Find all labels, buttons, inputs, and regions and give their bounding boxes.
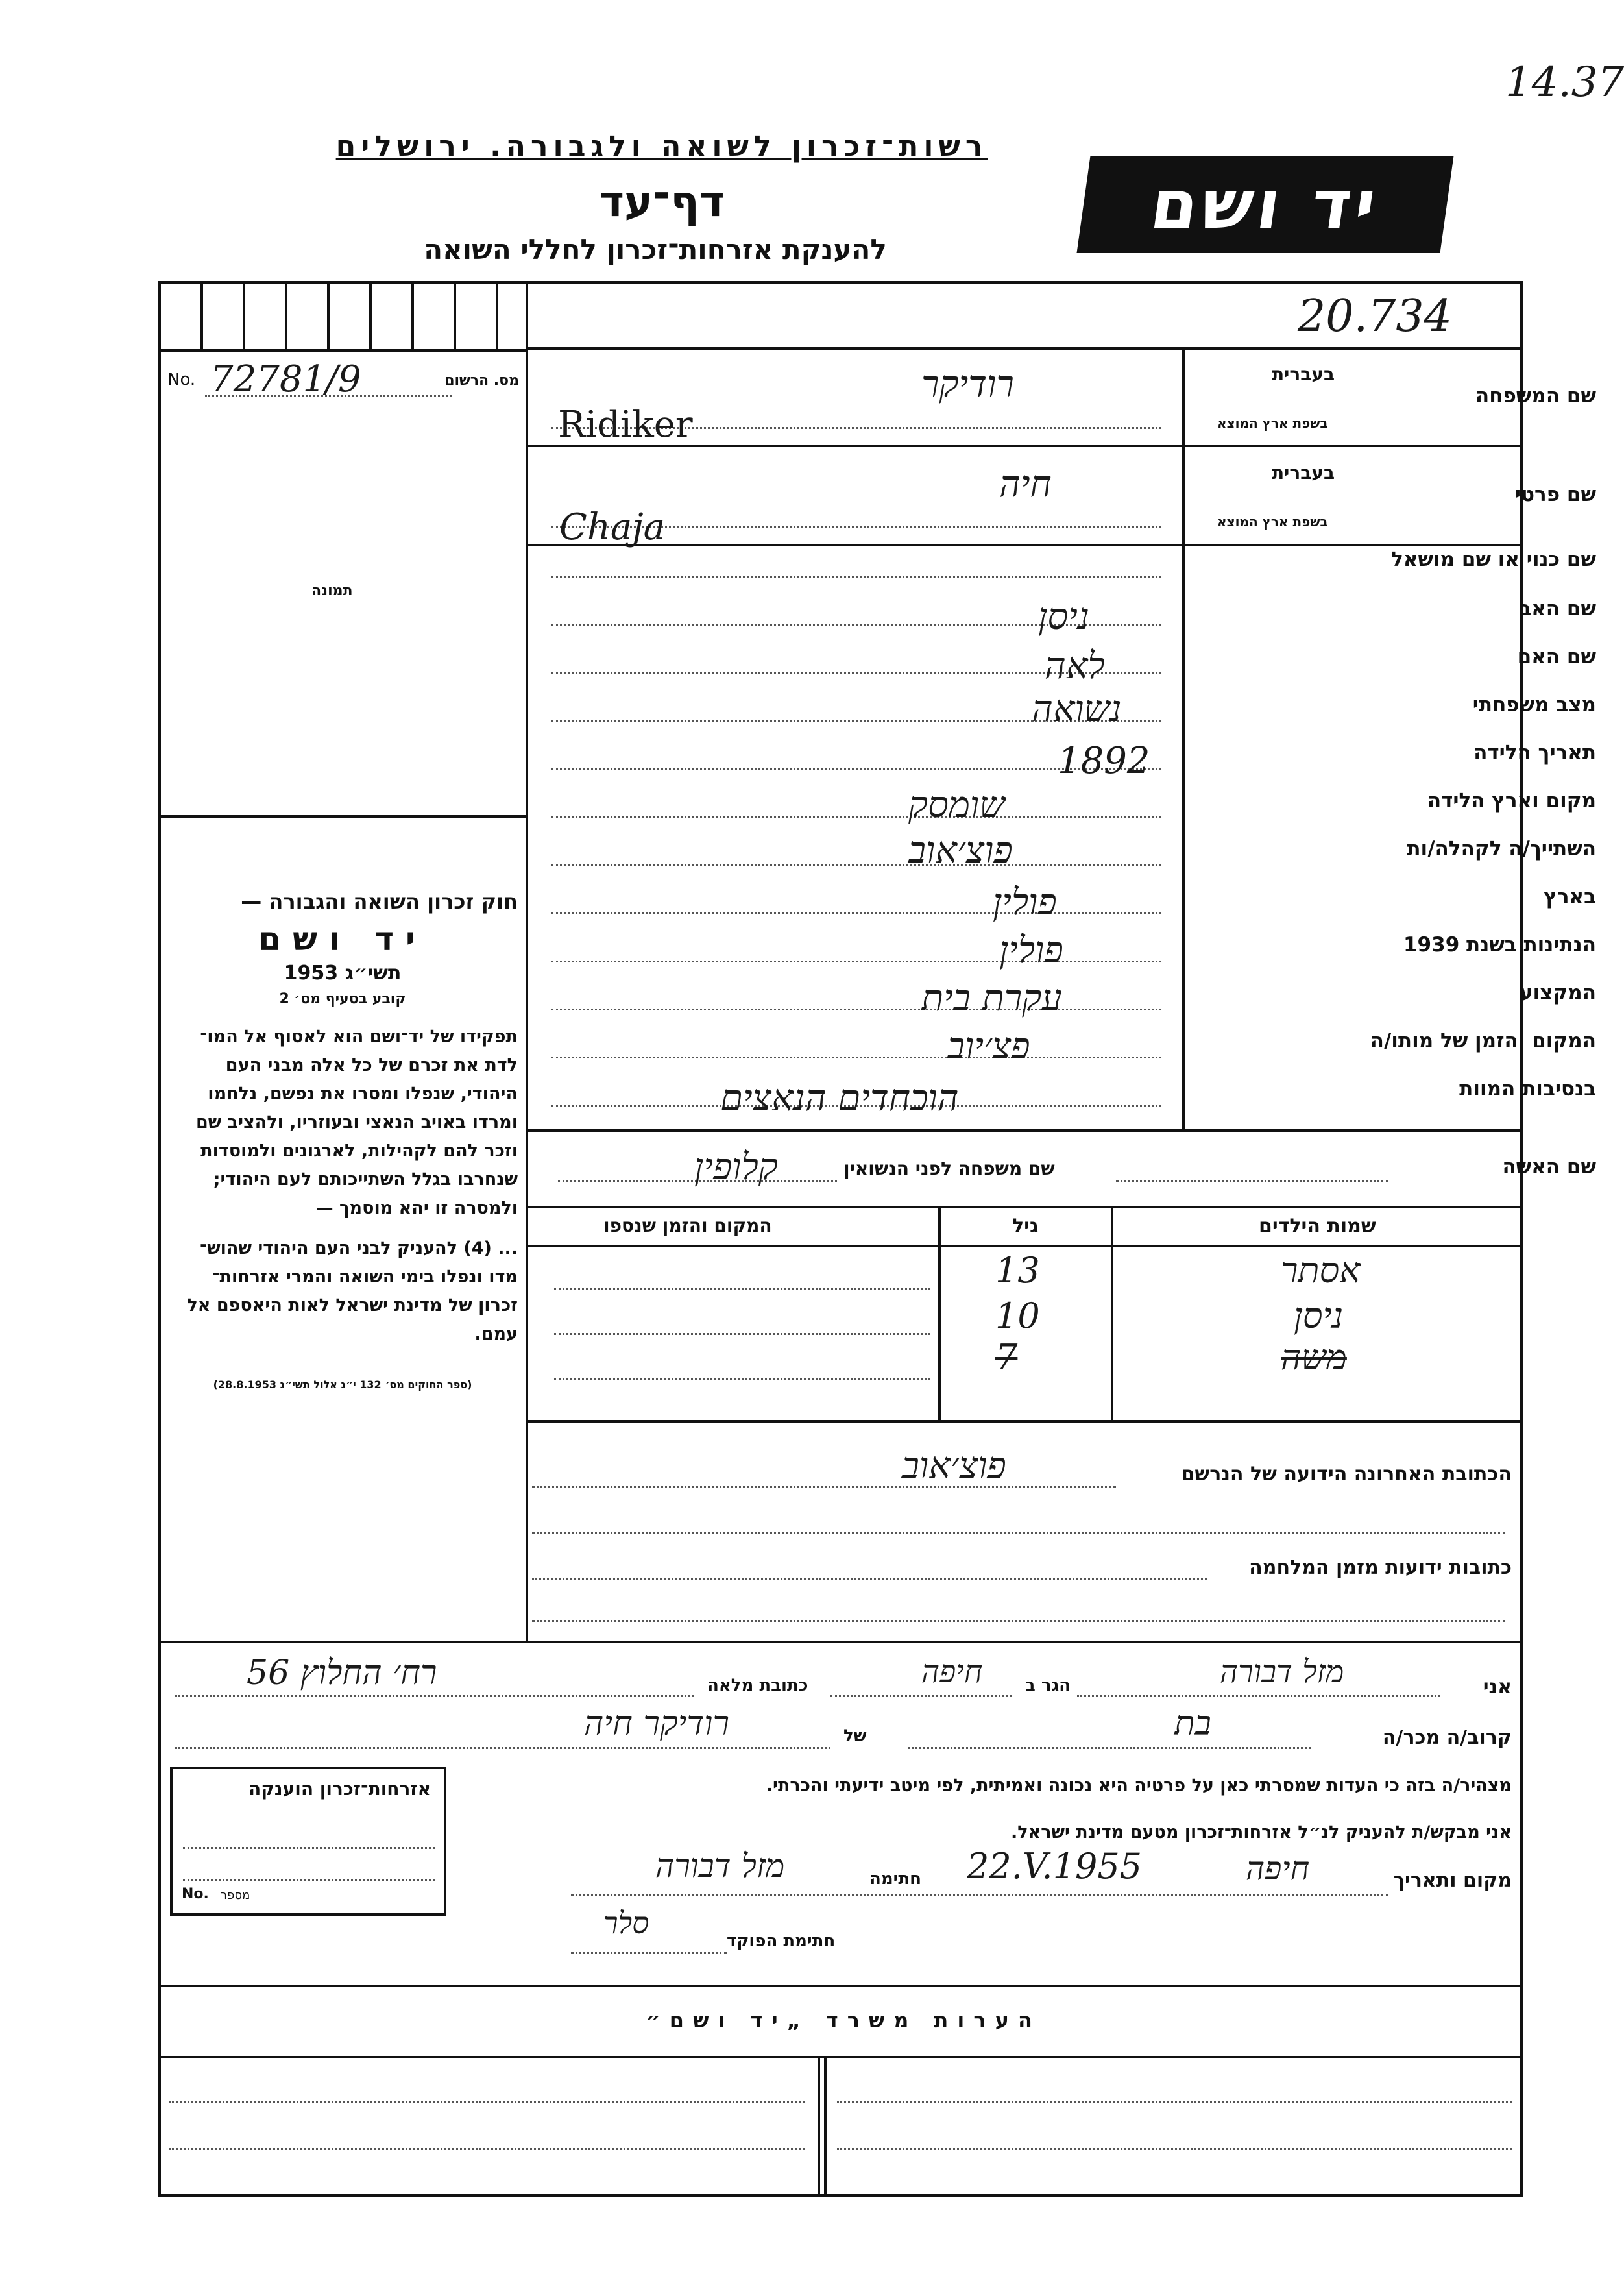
yad-vashem-logo [1076, 156, 1453, 253]
birthplace-value: שומסק [908, 784, 1005, 826]
photo-divider [161, 815, 526, 818]
death-circumstances-label: בנסיבות המוות [1459, 1077, 1596, 1101]
children-age-header: גיל [1012, 1215, 1039, 1238]
signature-value: מזל דבורה [655, 1847, 785, 1885]
surname-label: שם המשפחה [1475, 384, 1596, 408]
child-age: 13 [995, 1250, 1040, 1291]
officer-signature: סלר [603, 1905, 649, 1940]
place-value: חיפה [1246, 1850, 1310, 1887]
war-address-label: כתובות ידועות מזמן המלחמה [1249, 1556, 1512, 1579]
surname-origin-label: בשפת ארץ המוצא [1217, 415, 1328, 431]
citizenship-label: הנתינות בשנת 1939 [1403, 933, 1596, 957]
country-label: בארץ [1544, 885, 1596, 909]
declarant-name: מזל דבורה [1220, 1654, 1344, 1690]
child-name: ניסן [1294, 1295, 1344, 1336]
firstname-label: שם פרטי [1514, 483, 1596, 506]
surname-origin: Ridiker [558, 404, 693, 446]
label-column-divider [1182, 349, 1185, 1129]
relative-label: קרוב/ה מכר/ה [1382, 1726, 1512, 1749]
photo-label: תמונה [311, 583, 353, 599]
law-paragraph-1: תפקידו של יד־ושם הוא לאסוף אל המו־ לדת את זכרם של כל אלה מבני העם היהודי, שנפלו ומסרו את נפשם, נלחמו ומרדו באויב הנאצי ובעוזריו, ולהציב שם וזכר להם לקהילות, לארגונים ולמוסדות שנחרבו בגלל השתייכותם לעם היהודי; ולמסרה זו יהא מוסמך — [195, 1027, 518, 1218]
left-column-divider [526, 284, 528, 1641]
death-place-value: פצ׳יוב [947, 1025, 1030, 1068]
form-subtitle: להענקת אזרחות־זכרון לחללי השואה [424, 234, 887, 265]
profession-value: עקרת בית [921, 977, 1062, 1020]
certificate-title: אזרחות־זכרון הוענקה [248, 1778, 431, 1800]
birthplace-label: מקום וארץ הלידה [1427, 789, 1596, 813]
declaration-text: מצהיר/ה בזה כי העדות שמסרתי כאן על פרטיה היא נכונה ואמיתית, לפי מיטב ידיעתי והכרתי. [766, 1776, 1512, 1796]
law-clause: קובע בסעיף מס׳ 2 [279, 991, 406, 1007]
community-value: פוצ׳אוב [908, 829, 1013, 872]
authority-header: רשות־זכרון לשואה ולגבורה. ירושלים [335, 130, 988, 163]
law-name: יד ושם [258, 920, 427, 958]
law-heading: חוק זכרון השואה והגבורה — [241, 889, 518, 914]
child-age: 10 [995, 1295, 1040, 1336]
profession-label: המקצוע [1519, 981, 1596, 1005]
relation-value: בת [1174, 1704, 1211, 1743]
community-label: השתייך/ה לקהלה/ות [1407, 837, 1596, 861]
marital-value: נשואה [1032, 688, 1122, 730]
father-label: שם האב [1519, 597, 1596, 620]
child-age: 7 [995, 1337, 1018, 1378]
signature-label: חתימה [869, 1869, 921, 1889]
form-title: דף־עד [599, 177, 725, 226]
law-year: תשי״ג 1953 [284, 962, 402, 985]
registration-no-label: No. [167, 370, 196, 389]
certificate-no-label: No. [182, 1886, 209, 1902]
declarant-resides-value: חיפה [921, 1654, 983, 1690]
children-names-header: שמות הילדים [1259, 1215, 1376, 1238]
declarant-resides-label: הגר ב [1025, 1676, 1071, 1695]
of-label: של [843, 1726, 867, 1746]
firstname-origin-label: בשפת ארץ המוצא [1217, 514, 1328, 530]
surname-hebrew-label: בעברית [1272, 363, 1335, 385]
citizenship-value: פולין [999, 929, 1063, 972]
tick-boxes [161, 284, 528, 352]
firstname-origin: Chaja [559, 506, 666, 548]
full-address-label: כתובת מלאה [707, 1676, 808, 1695]
firstname-hebrew-label: בעברית [1272, 462, 1335, 483]
firstname-hebrew: חיה [999, 463, 1052, 506]
mother-value: לאה [1045, 645, 1105, 687]
certificate-box [170, 1767, 446, 1916]
country-value: פולין [993, 881, 1057, 924]
marital-label: מצב משפחתי [1472, 693, 1596, 716]
birthdate-value: 1892 [1058, 740, 1150, 782]
full-address-value: רח׳ החלוץ 56 [247, 1654, 437, 1693]
nickname-label: שם כנוי או שם מושאל [1391, 548, 1596, 571]
form-number-divider [528, 347, 1520, 350]
form-number: 20.734 [1298, 291, 1452, 342]
place-date-label: מקום ותאריך [1393, 1869, 1512, 1892]
table-row [528, 1337, 1520, 1385]
registration-label: מס. הרשום [444, 373, 519, 389]
spouse-maiden-name: קלופין [694, 1146, 778, 1188]
child-name: אסתר [1281, 1250, 1361, 1291]
certificate-number-label: מספר [221, 1889, 250, 1902]
children-place-header: המקום והזמן שנספו [603, 1215, 772, 1236]
registration-number: 72781/9 [210, 358, 361, 400]
child-name: משה [1281, 1337, 1347, 1378]
father-value: ניסן [1038, 596, 1090, 638]
surname-hebrew: רודיקר [921, 363, 1014, 406]
death-place-label: המקום והזמן של מותו/ה [1370, 1029, 1596, 1053]
mother-label: שם האם [1517, 645, 1596, 668]
spouse-maiden-label: שם משפחה לפני הנשואין [843, 1158, 1055, 1179]
law-block [167, 889, 518, 1391]
request-text: אני מבקש/ת להעניק לנ״ל אזרחות־זכרון מטעם מדינת ישראל. [1010, 1822, 1512, 1842]
death-circumstances-value: הוכחדים הנאצים [720, 1077, 959, 1120]
of-name-value: רודיקר חיה [584, 1704, 730, 1743]
registration-row [167, 358, 523, 402]
law-citation: (ספר החוקים מס׳ 132 י״ג אלול תשי״ג 28.8.1953) [213, 1378, 472, 1391]
law-paragraph-2: ... (4) להעניק לבני העם היהודי שהוש־ מדו ונפלו בימי השואה והמרי אזרחות־ זכרון של מדינת ישראל לאות היאספם אל עמם. [187, 1238, 518, 1344]
declarant-i-label: אני [1483, 1676, 1512, 1698]
officer-label: חתימת הפוקד [727, 1931, 836, 1951]
last-address-value: פוצ׳אוב [902, 1445, 1006, 1487]
date-value: 22.V.1955 [967, 1846, 1143, 1887]
spouse-label: שם האשה [1502, 1155, 1596, 1179]
table-row [528, 1294, 1520, 1340]
table-row [528, 1249, 1520, 1294]
birthdate-label: תאריך הלידה [1473, 741, 1596, 765]
corner-number: 14.37 [1505, 58, 1624, 106]
last-address-label: הכתובת האחרונה הידועה של הנרשם [1181, 1463, 1512, 1486]
logo-text: יד ושם [1145, 165, 1385, 244]
remarks-title: הערות משרד „יד ושם״ [646, 2008, 1041, 2033]
